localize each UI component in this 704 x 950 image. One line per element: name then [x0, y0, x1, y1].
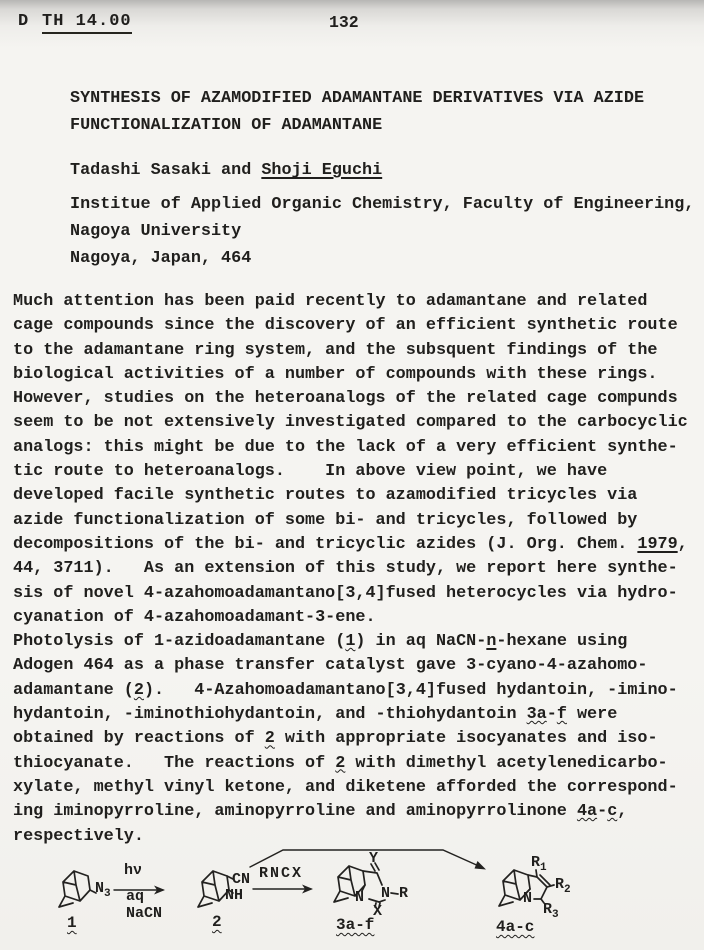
r3-subscript: 3	[552, 909, 559, 921]
r1-subscript: 1	[540, 862, 547, 874]
reagent-aq: aq	[126, 888, 145, 905]
text-run: with appropriate isocyanates and iso-	[274, 729, 658, 749]
affiliation	[70, 192, 694, 272]
underlined-text: 1979	[637, 534, 678, 554]
text-line	[13, 630, 688, 654]
compound-label-1: 1	[67, 914, 77, 932]
text-run: ,	[617, 802, 628, 822]
text-line	[13, 533, 688, 557]
reagent-rncx: RNCX	[259, 865, 304, 882]
azide-subscript: 3	[104, 888, 111, 900]
reaction-arrow-rncx	[253, 885, 313, 894]
text-line	[13, 752, 688, 776]
text-run: -	[597, 802, 608, 822]
nh-group-label: NH	[225, 887, 244, 904]
reagent-nacn: NaCN	[126, 905, 163, 922]
pyrrole-nitrogen-label: N	[523, 890, 533, 907]
text-line: However, studies on the heteroanalogs of the related cage compunds	[13, 389, 678, 409]
text-line: Nagoya University	[70, 221, 242, 241]
authors-line	[70, 161, 382, 180]
text-line: Institue of Applied Organic Chemistry, Faculty of Engineering,	[70, 195, 695, 214]
r-substituent-label: R	[399, 885, 409, 902]
session-code: TH 14.00	[42, 12, 132, 34]
underlined-text: n	[486, 632, 497, 652]
text-run: ,	[677, 534, 688, 554]
azide-symbol: N	[95, 880, 105, 897]
compound-label-3a-f: 3a-f	[336, 916, 375, 934]
text-run: adamantane (	[13, 680, 134, 700]
compound-ref: 2	[264, 729, 275, 749]
r3-substituent-label	[543, 901, 559, 921]
text-line	[13, 703, 688, 727]
compound-label-4a-c: 4a-c	[496, 918, 535, 936]
text-line: seem to be not extensively investigated compared to the carbocyclic	[13, 413, 688, 433]
cyano-group-label: CN	[232, 871, 251, 888]
page-header	[18, 12, 132, 31]
r3-symbol: R	[543, 901, 553, 918]
r2-symbol: R	[555, 876, 565, 893]
text-line: respectively.	[13, 826, 144, 846]
y-substituent-label: Y	[369, 850, 379, 867]
junction-nitrogen-label: N	[355, 889, 365, 906]
text-run: ) in aq NaCN-	[355, 632, 487, 652]
text-run: with dimethyl acetylenedicarbo-	[345, 753, 668, 773]
text-line: to the adamantane ring system, and the subsquent findings of the	[13, 340, 658, 360]
azide-group-label	[95, 880, 111, 900]
text-line: Adogen 464 as a phase transfer catalyst gave 3-cyano-4-azahomo-	[13, 656, 648, 676]
compound-ref: f	[556, 705, 567, 725]
reaction-scheme	[0, 843, 704, 950]
text-run: -hexane using	[496, 632, 628, 652]
text-line: tic route to heteroanalogs. In above view point, we have	[13, 462, 608, 482]
paper-title	[70, 85, 644, 139]
text-line	[13, 800, 688, 824]
text-line: sis of novel 4-azahomoadamantano[3,4]fused heterocycles via hydro-	[13, 583, 678, 603]
text-run: obtained by reactions of	[13, 729, 265, 749]
abstract-body	[13, 290, 688, 849]
compound-label-2: 2	[212, 913, 222, 931]
compound-ref: 1	[345, 632, 356, 652]
r1-substituent-label	[531, 854, 547, 874]
text-line: developed facile synthetic routes to azamodified tricycles via	[13, 486, 638, 506]
text-line: cage compounds since the discovery of an efficient synthetic route	[13, 316, 678, 336]
reagent-hv: hν	[124, 862, 143, 879]
text-line: Much attention has been paid recently to adamantane and related	[13, 292, 648, 311]
compound-ref: 2	[133, 680, 144, 700]
text-line: biological activities of a number of compounds with these rings.	[13, 364, 658, 384]
compound-ref: 2	[335, 753, 346, 773]
compound-ref: 3a	[526, 705, 547, 725]
text-line	[13, 679, 688, 703]
underlined-text: Shoji Eguchi	[261, 161, 383, 180]
x-substituent-label: X	[373, 903, 383, 920]
text-line: FUNCTIONALIZATION OF ADAMANTANE	[70, 116, 383, 135]
text-run: were	[566, 705, 618, 725]
page-number: 132	[329, 13, 359, 32]
text-line	[70, 161, 382, 180]
text-run: Tadashi Sasaki and	[70, 161, 262, 180]
text-line: xylate, methyl vinyl ketone, and diketene afforded the correspond-	[13, 777, 678, 797]
compound-ref: c	[607, 802, 618, 822]
text-line: analogs: this might be due to the lack of a very efficient synthe-	[13, 437, 678, 457]
ring-nitrogen-label: N	[381, 885, 391, 902]
section-letter: D	[18, 12, 30, 31]
text-line	[13, 727, 688, 751]
r2-subscript: 2	[564, 884, 571, 896]
text-line: cyanation of 4-azahomoadamant-3-ene.	[13, 607, 376, 627]
r1-symbol: R	[531, 854, 541, 871]
text-line: azide functionalization of some bi- and tricycles, followed by	[13, 510, 638, 530]
text-run: Photolysis of 1-azidoadamantane (	[13, 632, 346, 652]
compound-ref: 4a	[576, 802, 598, 822]
text-line: Nagoya, Japan, 464	[70, 248, 252, 268]
text-run: ). 4-Azahomoadamantano[3,4]fused hydantoin, -imino-	[143, 680, 678, 700]
text-run: ing iminopyrroline, aminopyrroline and aminopyrrolinone	[13, 802, 577, 822]
text-run: decompositions of the bi- and tricyclic azides (J. Org. Chem.	[13, 534, 638, 554]
text-line: 44, 3711). As an extension of this study, we report here synthe-	[13, 559, 678, 579]
text-line: SYNTHESIS OF AZAMODIFIED ADAMANTANE DERIVATIVES VIA AZIDE	[70, 89, 645, 108]
text-run: hydantoin, -iminothiohydantoin, and -thiohydantoin	[13, 705, 527, 725]
structure-1-azidoadamantane	[59, 871, 96, 907]
text-run: thiocyanate. The reactions of	[13, 753, 336, 773]
text-run: -	[546, 705, 557, 725]
r2-substituent-label	[555, 876, 571, 896]
